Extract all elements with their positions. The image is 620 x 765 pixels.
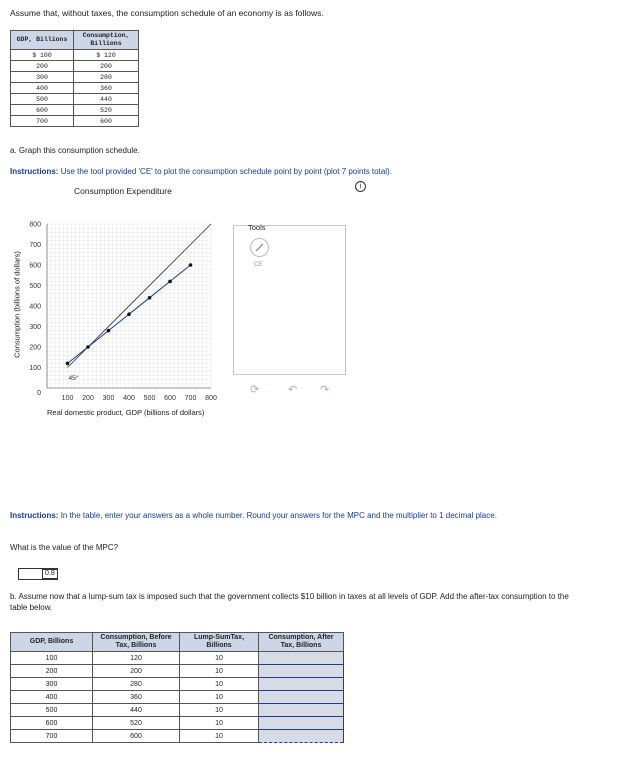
- after-tax-input[interactable]: [259, 704, 344, 717]
- y-tick-label: 700: [29, 242, 41, 249]
- table-cell: 200: [11, 61, 74, 72]
- table-header: Lump-SumTax, Billions: [180, 633, 259, 652]
- table-cell: 360: [93, 691, 180, 704]
- table-cell: 600: [74, 116, 139, 127]
- x-axis-label: Real domestic product, GDP (billions of dollars): [47, 408, 205, 417]
- pencil-icon: [251, 239, 268, 256]
- mpc-question: What is the value of the MPC?: [10, 543, 119, 552]
- y-tick-label: 600: [29, 262, 41, 270]
- after-tax-input[interactable]: [259, 730, 344, 743]
- ce-tool-label: CE: [254, 262, 263, 268]
- table-row: [11, 652, 344, 665]
- table-cell: 10: [180, 704, 259, 717]
- table-cell: 10: [180, 717, 259, 730]
- table-cell: 500: [11, 94, 74, 105]
- table-cell: 280: [93, 678, 180, 691]
- table-cell: 400: [11, 83, 74, 94]
- table-cell: 200: [93, 665, 180, 678]
- x-tick-label: 400: [123, 395, 135, 402]
- part-a-question: a. Graph this consumption schedule.: [10, 146, 140, 155]
- x-tick-label: 700: [184, 395, 197, 402]
- table-cell: 10: [180, 691, 259, 704]
- table-header: Consumption, After Tax, Billions: [259, 633, 344, 652]
- table-row: [11, 730, 344, 743]
- y-axis-label: Consumption (billions of dollars): [12, 251, 22, 358]
- table-cell: 600: [93, 730, 180, 743]
- info-icon[interactable]: i: [355, 181, 366, 192]
- reset-icon[interactable]: ⟳: [250, 384, 260, 396]
- x-tick-label: 100: [61, 395, 74, 402]
- x-tick-label: 500: [143, 395, 156, 402]
- instructions-lead: Instructions:: [10, 167, 59, 176]
- table-cell: 100: [11, 652, 93, 665]
- table-cell: 360: [74, 83, 139, 94]
- x-tick-label: 800: [205, 395, 217, 402]
- origin-label: 0: [37, 390, 41, 397]
- table-cell: 520: [74, 105, 139, 116]
- redo-icon[interactable]: ↷: [320, 384, 330, 396]
- ce-point[interactable]: [127, 312, 131, 316]
- table-cell: 500: [11, 704, 93, 717]
- table-cell: 700: [11, 730, 93, 743]
- intro-text: Assume that, without taxes, the consumption schedule of an economy is as follows.: [10, 8, 324, 18]
- table-cell: 400: [11, 691, 93, 704]
- chart-title: Consumption Expenditure: [74, 186, 172, 196]
- table-cell: 300: [11, 72, 74, 83]
- tools-title: Tools: [248, 223, 266, 232]
- ce-point[interactable]: [86, 345, 90, 349]
- table-header: Consumption, Before Tax, Billions: [93, 633, 180, 652]
- instructions-body: In the table, enter your answers as a whole number. Round your answers for the MPC and the multiplier to 1 decimal place.: [60, 511, 497, 520]
- ce-point[interactable]: [168, 280, 172, 284]
- mpc-instructions: [10, 510, 570, 521]
- table-cell: $ 100: [11, 50, 74, 61]
- table-cell: 700: [11, 116, 74, 127]
- after-tax-input[interactable]: [259, 652, 344, 665]
- after-tax-input[interactable]: [259, 717, 344, 730]
- undo-icon[interactable]: ↶: [288, 384, 298, 396]
- y-tick-label: 500: [29, 283, 41, 290]
- table-cell: 200: [74, 61, 139, 72]
- mpc-answer-value: 0.8: [42, 569, 58, 579]
- table-cell: 10: [180, 665, 259, 678]
- x-tick-label: 200: [82, 395, 94, 402]
- instructions-lead: Instructions:: [10, 511, 59, 520]
- table-cell: 200: [11, 665, 93, 678]
- mpc-answer-field[interactable]: [18, 568, 58, 580]
- y-tick-label: 300: [29, 324, 41, 331]
- table-cell: 600: [11, 105, 74, 116]
- y-tick-label: 100: [29, 365, 41, 372]
- y-tick-label: 400: [29, 303, 41, 311]
- after-tax-input[interactable]: [259, 691, 344, 704]
- ce-point[interactable]: [189, 263, 193, 267]
- instructions-body: Use the tool provided 'CE' to plot the consumption schedule point by point (plot 7 points total).: [60, 167, 392, 176]
- table-header: Consumption, Billions: [74, 31, 139, 50]
- table-row: [11, 678, 344, 691]
- table-cell: $ 120: [74, 50, 139, 61]
- x-tick-label: 600: [164, 395, 176, 402]
- table-row: [11, 691, 344, 704]
- table-cell: 10: [180, 730, 259, 743]
- table-cell: 280: [74, 72, 139, 83]
- y-tick-label: 200: [29, 344, 41, 352]
- ce-point[interactable]: [107, 329, 111, 333]
- table-cell: 520: [93, 717, 180, 730]
- table-header: GDP, Billions: [11, 633, 93, 652]
- table-cell: 120: [93, 652, 180, 665]
- forty-five-degree-label: 45°: [68, 374, 79, 382]
- table-cell: 440: [74, 94, 139, 105]
- ce-point[interactable]: [66, 362, 70, 366]
- table-cell: 300: [11, 678, 93, 691]
- table-cell: 440: [93, 704, 180, 717]
- table-cell: 10: [180, 678, 259, 691]
- after-tax-input[interactable]: [259, 678, 344, 691]
- after-tax-table: [10, 632, 344, 743]
- ce-tool-button[interactable]: [250, 238, 269, 257]
- table-cell: 600: [11, 717, 93, 730]
- after-tax-input[interactable]: [259, 665, 344, 678]
- table-cell: 10: [180, 652, 259, 665]
- table-row: [11, 717, 344, 730]
- table-row: [11, 704, 344, 717]
- table-row: [11, 665, 344, 678]
- table-header: GDP, Billions: [11, 31, 74, 50]
- ce-point[interactable]: [148, 296, 152, 300]
- x-tick-label: 300: [102, 395, 115, 402]
- y-tick-label: 800: [29, 221, 41, 229]
- part-b-question: b. Assume now that a lump-sum tax is imposed such that the government collects $10 billion in taxes at all levels of GDP. Add the after-tax consumption to the table below.: [10, 592, 569, 612]
